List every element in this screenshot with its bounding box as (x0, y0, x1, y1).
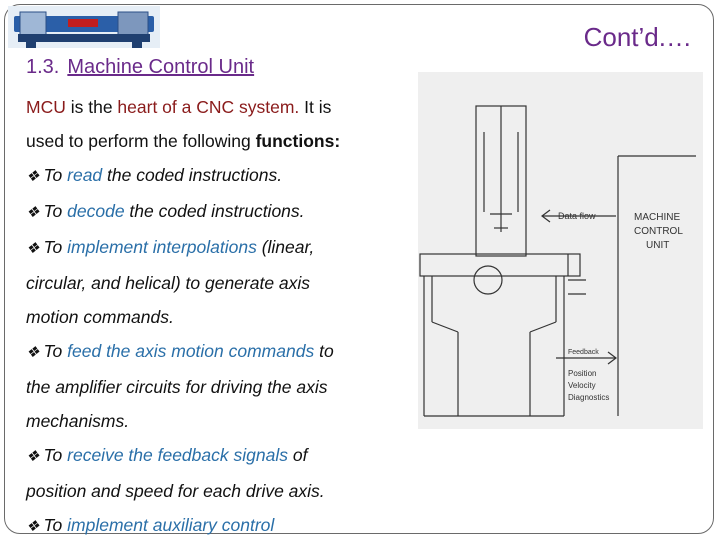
bullet-icon: ❖ (26, 204, 40, 221)
bullet-feed-line-3: mechanisms. (26, 411, 130, 431)
feedback-label: Feedback (568, 349, 599, 356)
data-flow-label: Data flow (558, 211, 596, 221)
bullet-post: to (314, 341, 334, 361)
bullet-decode (26, 194, 406, 230)
intro-line-1 (26, 90, 406, 124)
functions-term: functions: (255, 131, 341, 151)
bullet-icon: ❖ (26, 344, 40, 361)
mcu-label-3: UNIT (646, 240, 670, 251)
bullet-post: of (287, 445, 308, 465)
bullet-interpolation (26, 230, 406, 266)
bullet-post: the coded instructions. (102, 165, 283, 185)
bullet-key: implement auxiliary control (67, 515, 275, 535)
bullet-pre: To (43, 445, 68, 465)
mcu-term: MCU (26, 97, 66, 117)
heart-phrase: heart of a CNC system. (117, 97, 300, 117)
mcu-label-1: MACHINE (634, 212, 681, 223)
bullet-auxiliary (26, 508, 406, 544)
bullet-feedback-line-2: position and speed for each drive axis. (26, 481, 325, 501)
intro-line-2 (26, 124, 406, 158)
feedback-position: Position (568, 369, 597, 378)
section-number: 1.3. (26, 56, 60, 78)
content-body (26, 90, 406, 544)
bullet-icon: ❖ (26, 518, 40, 535)
bullet-key: implement interpolations (67, 237, 257, 257)
section-title: Machine Control Unit (67, 56, 255, 78)
text-used-to: used to perform the following (26, 131, 256, 151)
section-heading (26, 56, 254, 79)
bullet-feedback (26, 438, 406, 474)
bullet-post: the coded instructions. (124, 201, 305, 221)
bullet-key: feed the axis motion commands (67, 341, 315, 361)
bullet-post: (linear, (256, 237, 315, 257)
bullet-interpolation-line-2: circular, and helical) to generate axis (26, 273, 311, 293)
bullet-key: decode (67, 201, 125, 221)
mcu-label-2: CONTROL (634, 226, 683, 237)
text-is-the: is the (65, 97, 118, 117)
machine-logo (8, 6, 160, 48)
bullet-pre: To (43, 165, 68, 185)
bullet-icon: ❖ (26, 168, 40, 185)
bullet-icon: ❖ (26, 240, 40, 257)
cnc-mcu-diagram (418, 72, 703, 429)
bullet-interpolation-line-3: motion commands. (26, 307, 174, 327)
continued-label: Cont’d.… (583, 22, 692, 52)
text-it-is: It is (299, 97, 332, 117)
bullet-feed-line-2: the amplifier circuits for driving the axis (26, 377, 328, 397)
bullet-pre: To (43, 341, 68, 361)
bullet-key: read (67, 165, 103, 185)
bullet-read (26, 158, 406, 194)
bullet-key: receive the feedback signals (67, 445, 288, 465)
bullet-feed (26, 334, 406, 370)
feedback-velocity: Velocity (568, 381, 596, 390)
bullet-pre: To (43, 237, 68, 257)
bullet-pre: To (43, 201, 68, 221)
bullet-pre: To (43, 515, 68, 535)
feedback-diagnostics: Diagnostics (568, 393, 610, 402)
bullet-icon: ❖ (26, 448, 40, 465)
